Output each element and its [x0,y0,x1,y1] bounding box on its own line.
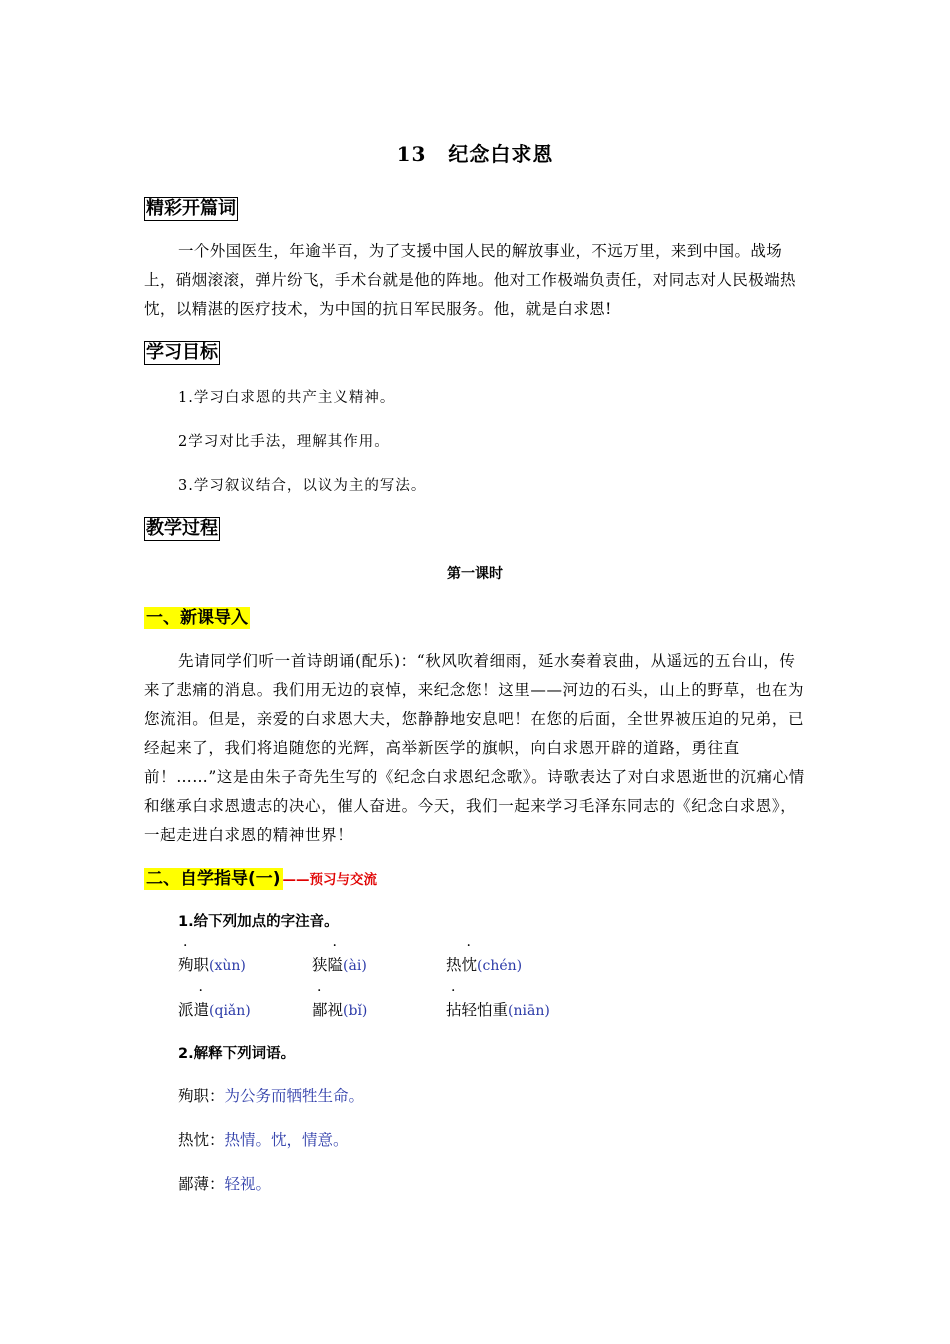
pinyin-answer: (xùn) [209,958,246,974]
pinyin-answer: (qiǎn) [209,1003,251,1019]
pinyin-item: 热忱(chén) [446,953,522,975]
pinyin-answer: (chén) [477,958,523,974]
lesson-number: 13 [396,142,427,166]
definition-term: 鄙薄： [178,1175,225,1193]
pinyin-answer: (niān) [508,1003,550,1019]
dotted-char: 遣 [193,1001,210,1019]
definition-term: 殉职： [178,1087,225,1105]
definition-term: 热忱： [178,1131,225,1149]
definition-answer: 轻视。 [224,1175,272,1193]
part1-paragraph: 先请同学们听一首诗朗诵(配乐)：“秋风吹着细雨，延水奏着哀曲，从遥远的五台山，传来了悲痛的消息。我们用无边的哀悼，来纪念您！这里——河边的石头，山上的野草，也在为您流泪。但是，亲爱的白求恩大夫，您静静地安息吧！在您的后面，全世界被压迫的兄弟，已经起来了，我们将追随您的光辉，高举新医学的旗帜，向白求恩开辟的道路，勇往直前！……”这是由朱子奇先生写的《纪念白求恩纪念歌》。诗歌表达了对白求恩逝世的沉痛心情和继承白求恩遗志的决心，催人奋进。今天，我们一起来学习毛泽东同志的《纪念白求恩》，一起走进白求恩的精神世界！ [144,652,805,844]
definition-item [178,1172,271,1194]
lesson-period-label: 第一课时 [447,566,503,582]
section-goals-heading: 学习目标 [146,342,218,363]
definition-item [178,1084,364,1106]
dotted-char: 拈 [446,1001,462,1019]
goal-item: 1.学习白求恩的共产主义精神。 [178,390,396,406]
part2-heading-text: 二、自学指导(一) [146,869,281,889]
pinyin-item: 狭隘(ài) [312,953,367,975]
definition-answer: 为公务而牺牲生命。 [224,1087,365,1105]
part1-heading [144,603,250,628]
dotted-char: 殉 [178,956,194,974]
question-2: 2.解释下列词语。 [178,1046,296,1062]
goal-item: 3.学习叙议结合，以议为主的写法。 [178,478,427,494]
part1-heading-text: 一、新课导入 [146,608,248,628]
question-1: 1.给下列加点的字注音。 [178,914,339,930]
part2-subheading: ——预习与交流 [282,872,378,888]
pinyin-item: 殉职(xùn) [178,953,246,975]
pinyin-item: 鄙视(bǐ) [312,998,367,1020]
definition-answer: 热情。忱，情意。 [224,1131,349,1149]
definition-item [178,1128,349,1150]
section-process-heading: 教学过程 [146,518,218,539]
pinyin-item: 拈轻怕重(niān) [446,998,550,1020]
section-opening-heading: 精彩开篇词 [146,198,236,219]
goal-item: 2学习对比手法，理解其作用。 [178,434,390,450]
dotted-char: 忱 [461,956,478,974]
pinyin-item: 派遣(qiǎn) [178,998,251,1020]
dotted-char: 隘 [327,956,344,974]
pinyin-answer: (ài) [343,958,367,974]
part2-heading [144,864,377,889]
lesson-title: 纪念白求恩 [448,142,554,166]
page-title [0,138,950,167]
pinyin-answer: (bǐ) [343,1003,368,1019]
dotted-char: 鄙 [312,1001,328,1019]
opening-paragraph: 一个外国医生，年逾半百，为了支援中国人民的解放事业，不远万里，来到中国。战场上，硝烟滚滚，弹片纷飞，手术台就是他的阵地。他对工作极端负责任，对同志对人民极端热忱，以精湛的医疗技术，为中国的抗日军民服务。他，就是白求恩! [144,242,796,318]
